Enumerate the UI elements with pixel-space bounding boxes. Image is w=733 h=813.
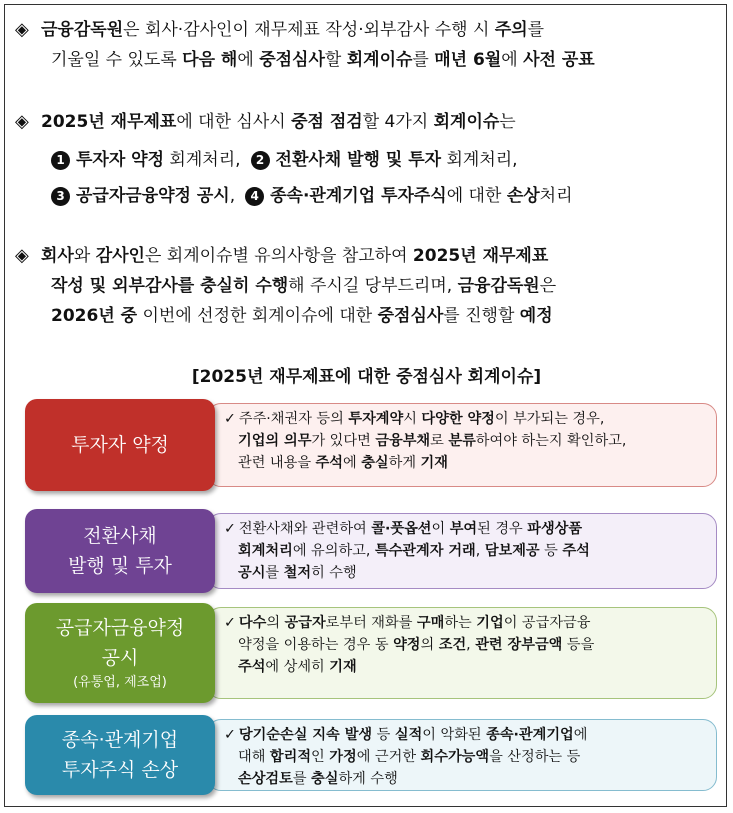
text: 이번에 선정한 회계이슈에 대한 — [137, 306, 378, 326]
issue-description-box — [207, 513, 717, 589]
bold-text: 주의 — [494, 20, 528, 40]
issue-label: 전환사채 발행 및 투자 — [68, 525, 172, 577]
bold-text: 회수가능액 — [420, 749, 490, 765]
issue-enum-item — [51, 186, 235, 206]
issue-description-box — [207, 719, 717, 791]
bold-text: 회계처리 — [238, 543, 293, 559]
bold-text: 특수관계자 거래 — [374, 543, 476, 559]
text: 은 회사·감사인이 재무제표 작성·외부감사 수행 시 — [123, 20, 495, 40]
text: 회계처리, — [441, 150, 518, 170]
bold-text: 손상검토 — [238, 771, 293, 787]
bold-text: 기업 — [476, 615, 504, 631]
bold-text: 충실 — [311, 771, 339, 787]
issue-row-investor-agreement — [25, 399, 723, 491]
intro-paragraph-2 — [15, 107, 720, 211]
text: 를 — [292, 771, 312, 787]
bold-text: 작성 및 외부감사를 충실히 수행 — [51, 276, 289, 296]
issue-enum-item — [245, 186, 572, 206]
text: 를 진행할 — [443, 306, 520, 326]
bold-text: 회사 — [41, 246, 74, 266]
intro-p3-line1 — [41, 241, 548, 271]
text: 에 대한 심사시 — [176, 112, 292, 132]
bold-text: 가정 — [329, 749, 357, 765]
text: 에 대한 — [446, 186, 507, 206]
text: 약정을 이용하는 경우 동 — [238, 637, 394, 653]
text: 하게 — [388, 455, 421, 471]
issue-description-line — [238, 430, 706, 452]
text: 가 있다면 — [311, 433, 376, 449]
text: 에 유의하고, — [292, 543, 375, 559]
bold-text: 금융부채 — [375, 433, 431, 449]
bold-text: 2026년 중 — [51, 306, 138, 326]
text: 의 — [266, 615, 285, 631]
intro-p3-line2 — [15, 271, 720, 301]
bold-text: 회계이슈 — [346, 50, 413, 70]
text: 에 — [573, 727, 588, 743]
issue-row-convertible-bonds — [25, 509, 723, 593]
text: , — [229, 186, 236, 206]
intro-paragraph-1 — [15, 15, 720, 75]
bold-text: 약정 — [393, 637, 421, 653]
issue-description-line — [238, 562, 706, 584]
bold-text: 종속·관계기업 투자주식 — [270, 186, 447, 206]
text: 로부터 재화를 — [325, 615, 417, 631]
bold-text: 철저 — [283, 565, 312, 581]
checkmark-icon: ✓ — [224, 727, 236, 743]
text: 하여야 하는지 확인하고, — [475, 433, 627, 449]
text: 회계처리, — [164, 150, 241, 170]
bold-text: 다양한 약정 — [421, 411, 495, 427]
issue-description-line — [224, 518, 706, 540]
bold-text: 금융감독원 — [41, 20, 124, 40]
checkmark-icon: ✓ — [224, 521, 236, 537]
issue-description-line — [224, 612, 706, 634]
bold-text: 파생상품 — [527, 521, 583, 537]
text: 등 — [372, 727, 395, 743]
intro-p3-line3 — [15, 301, 720, 331]
issue-label-box — [25, 399, 215, 491]
issue-label-sub: (유통업, 제조업) — [73, 675, 167, 690]
bold-text: 사전 공표 — [523, 50, 595, 70]
text: 하는 — [444, 615, 477, 631]
text: 를 — [412, 50, 435, 70]
text: 에 — [237, 50, 260, 70]
bold-text: 기재 — [420, 455, 448, 471]
text: 등 — [539, 543, 563, 559]
intro-p1-line2 — [15, 45, 720, 75]
bold-text: 합리적 — [269, 749, 312, 765]
bold-text: 중점심사 — [377, 306, 444, 326]
intro-paragraph-3 — [15, 241, 720, 331]
text: 관련 내용을 — [238, 455, 316, 471]
bold-text: 금융감독원 — [457, 276, 540, 296]
issue-description-box — [207, 403, 717, 487]
bold-text: 매년 6월 — [434, 50, 502, 70]
issue-description-line — [238, 656, 706, 678]
text: 로 — [430, 433, 449, 449]
text: 에 — [501, 50, 524, 70]
text: 할 — [324, 50, 347, 70]
issue-description-line — [238, 540, 706, 562]
text: 하게 수행 — [338, 771, 398, 787]
text: 전환사채와 관련하여 — [238, 521, 372, 537]
bold-text: 주석 — [238, 659, 266, 675]
issue-label: 투자자 약정 — [71, 434, 169, 456]
bold-text: 분류 — [448, 433, 476, 449]
issue-enum-item — [251, 150, 518, 170]
text: 의 — [420, 637, 439, 653]
text: 된 경우 — [477, 521, 528, 537]
bold-text: 구매 — [416, 615, 445, 631]
bold-text: 관련 장부금액 — [475, 637, 563, 653]
bold-text: 부여 — [449, 521, 478, 537]
diamond-bullet-icon: ◈ — [15, 245, 29, 266]
text: 은 — [539, 276, 557, 296]
issue-description-line — [224, 408, 706, 430]
bold-text: 주석 — [315, 455, 343, 471]
intro-p2-line1 — [41, 107, 516, 137]
bold-text: 주석 — [562, 543, 590, 559]
text: 를 — [527, 20, 545, 40]
bold-text: 다음 해 — [182, 50, 238, 70]
text: 할 4가지 — [362, 112, 434, 132]
text: 기울일 수 있도록 — [51, 50, 183, 70]
number-circle-icon: 3 — [51, 187, 70, 206]
bold-text: 충실 — [361, 455, 389, 471]
text: 를 — [265, 565, 284, 581]
text: 이 — [431, 521, 450, 537]
issue-description-box — [207, 607, 717, 699]
text: 이 부가되는 경우, — [494, 411, 605, 427]
bold-text: 2025년 재무제표 — [41, 112, 177, 132]
issue-label: 공급자금융약정 공시 — [55, 617, 185, 669]
bold-text: 투자자 약정 — [76, 150, 165, 170]
issue-description-line — [238, 768, 706, 790]
issue-row-supplier-finance — [25, 603, 723, 703]
intro-p1-line1 — [41, 15, 544, 45]
text: 시 — [403, 411, 422, 427]
bold-text: 전환사채 발행 및 투자 — [275, 150, 442, 170]
text: 와 — [73, 246, 96, 266]
text: 처리 — [539, 186, 573, 206]
text: 는 — [499, 112, 516, 132]
text: 대해 — [238, 749, 270, 765]
number-circle-icon: 4 — [245, 187, 264, 206]
issue-label-box — [25, 603, 215, 703]
issue-description-line — [224, 724, 706, 746]
bold-text: 중점심사 — [259, 50, 325, 70]
issue-row-investment-impairment — [25, 715, 723, 795]
text: 은 회계이슈별 유의사항을 참고하여 — [144, 246, 413, 266]
bold-text: 공급자 — [284, 615, 326, 631]
bold-text: 조건 — [438, 637, 467, 653]
issue-label-box — [25, 715, 215, 795]
bold-text: 실적 — [394, 727, 423, 743]
issue-enum-line2 — [15, 181, 720, 211]
text: 등을 — [562, 637, 595, 653]
diamond-bullet-icon: ◈ — [15, 111, 29, 132]
issue-enum-line1 — [15, 145, 720, 175]
text: 이 공급자금융 — [503, 615, 591, 631]
bold-text: 콜·풋옵션 — [371, 521, 432, 537]
bold-text: 예정 — [519, 306, 553, 326]
bold-text: 기재 — [329, 659, 357, 675]
number-circle-icon: 1 — [51, 151, 70, 170]
text: 을 산정하는 등 — [489, 749, 581, 765]
bold-text: 담보제공 — [484, 543, 540, 559]
issue-description-line — [238, 746, 706, 768]
document-frame — [4, 4, 727, 807]
bold-text: 투자계약 — [348, 411, 404, 427]
number-circle-icon: 2 — [251, 151, 270, 170]
bold-text: 다수 — [238, 615, 267, 631]
text: 해 주시길 당부드리며, — [288, 276, 458, 296]
bold-text: 공급자금융약정 공시 — [76, 186, 230, 206]
issue-enum-item — [51, 150, 241, 170]
bold-text: 회계이슈 — [433, 112, 500, 132]
text: 히 수행 — [311, 565, 357, 581]
issue-label-box — [25, 509, 215, 593]
issue-description-line — [238, 452, 706, 474]
section-title: [2025년 재무제표에 대한 중점심사 회계이슈] — [191, 367, 542, 387]
bold-text: 중점 점검 — [291, 112, 363, 132]
text: 주주·채권자 등의 — [238, 411, 349, 427]
diamond-bullet-icon: ◈ — [15, 19, 29, 40]
checkmark-icon: ✓ — [224, 615, 236, 631]
bold-text: 2025년 재무제표 — [412, 246, 549, 266]
bold-text: 당기순손실 지속 발생 — [238, 727, 373, 743]
text: 에 근거한 — [356, 749, 421, 765]
checkmark-icon: ✓ — [224, 411, 236, 427]
bold-text: 손상 — [506, 186, 540, 206]
text: 이 악화된 — [422, 727, 487, 743]
bold-text: 종속·관계기업 — [486, 727, 574, 743]
bold-text: 감사인 — [95, 246, 145, 266]
text: 에 — [342, 455, 362, 471]
bold-text: 공시 — [238, 565, 266, 581]
text: 에 상세히 — [265, 659, 330, 675]
issue-label: 종속·관계기업 투자주식 손상 — [61, 729, 179, 781]
bold-text: 기업의 의무 — [238, 433, 312, 449]
text: , — [475, 543, 485, 559]
issue-description-line — [238, 634, 706, 656]
text: 인 — [311, 749, 330, 765]
text: , — [466, 637, 476, 653]
